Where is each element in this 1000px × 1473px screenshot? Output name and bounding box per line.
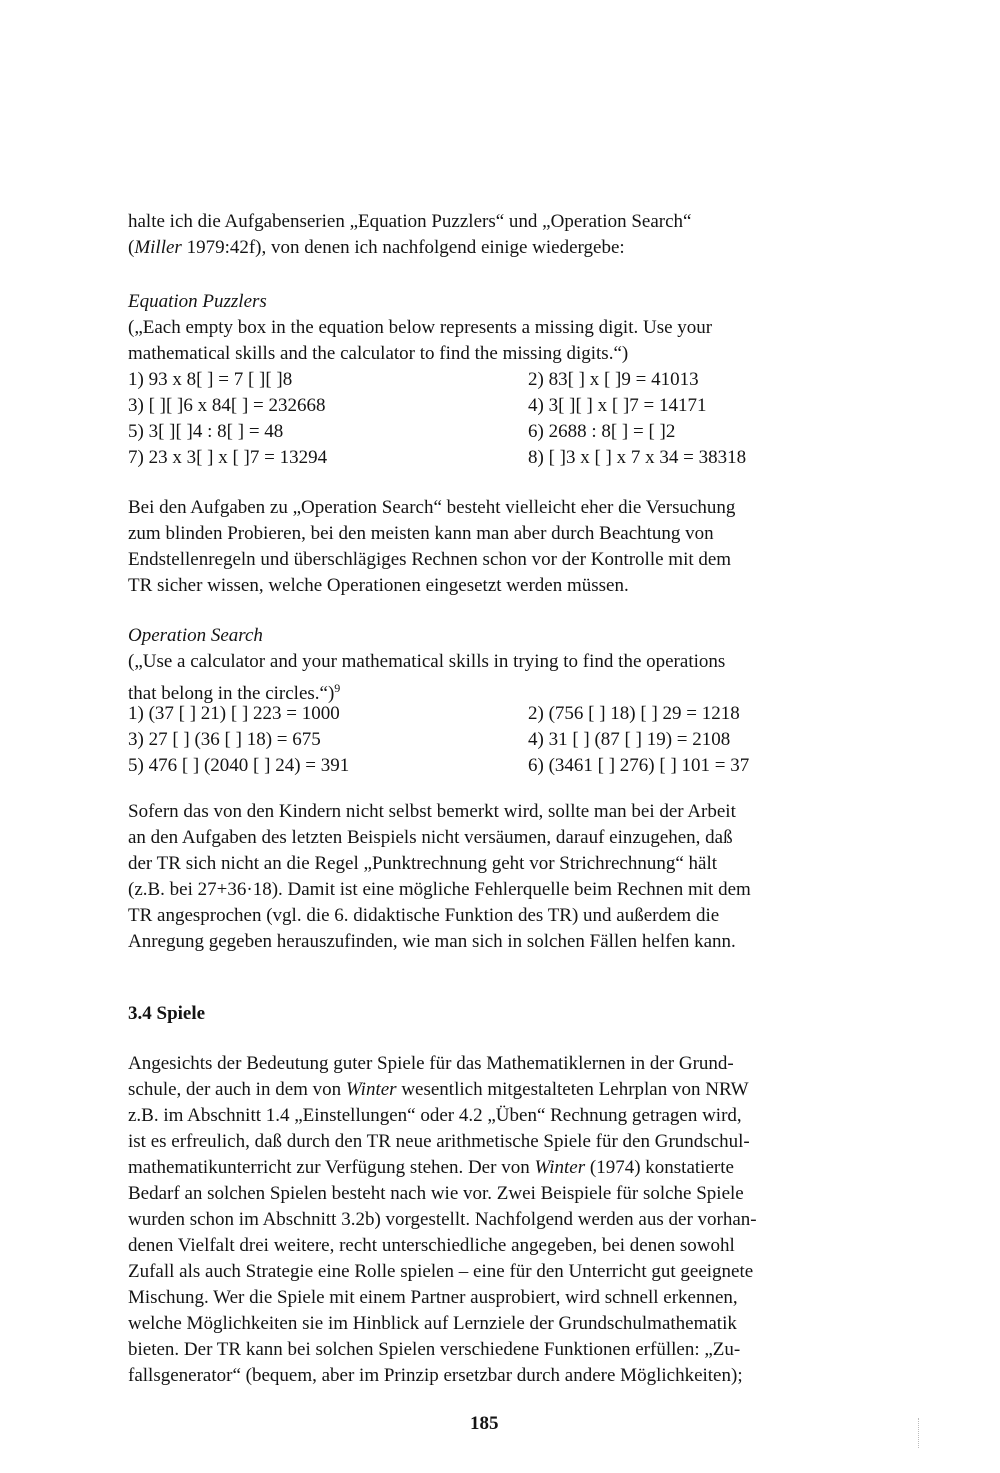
paragraph-4-line: Zufall als auch Strategie eine Rolle spielen – eine für den Unterricht gut geeignete xyxy=(128,1261,754,1282)
operation-item: 4) 31 [ ] (87 [ ] 19) = 2108 xyxy=(528,729,731,750)
paragraph-4-line: Mischung. Wer die Spiele mit einem Partner ausprobiert, wird schnell erkennen, xyxy=(128,1287,738,1308)
operation-row xyxy=(128,702,740,726)
scan-specks xyxy=(918,1418,921,1448)
paragraph-2-line: zum blinden Probieren, bei den meisten kann man aber durch Beachtung von xyxy=(128,523,714,544)
paragraph-4-line: Angesichts der Bedeutung guter Spiele für das Mathematiklernen in der Grund- xyxy=(128,1053,734,1074)
operation-search-desc-2: that belong in the circles.“)$^9$ xyxy=(128,681,341,704)
paragraph-4-line: welche Möglichkeiten sie im Hinblick auf Lernziele der Grundschulmathematik xyxy=(128,1313,737,1334)
operation-item: 1) (37 [ ] 21) [ ] 223 = 1000 xyxy=(128,703,340,724)
equation-item: 4) 3[ ][ ] x [ ]7 = 14171 xyxy=(528,395,707,416)
equation-item: 2) 83[ ] x [ ]9 = 41013 xyxy=(528,369,699,390)
operation-row xyxy=(128,728,731,752)
equation-item: 7) 23 x 3[ ] x [ ]7 = 13294 xyxy=(128,447,328,468)
paragraph-2-line: TR sicher wissen, welche Operationen eingesetzt werden müssen. xyxy=(128,575,629,596)
paragraph-4-line: denen Vielfalt drei weitere, recht unterschiedliche angegeben, bei denen sowohl xyxy=(128,1235,735,1256)
paragraph-4-line: Bedarf an solchen Spielen besteht nach wie vor. Zwei Beispiele für solche Spiele xyxy=(128,1183,744,1204)
paragraph-3-line: an den Aufgaben des letzten Beispiels nicht versäumen, darauf einzugehen, daß xyxy=(128,827,733,848)
footnote-mark: 9 xyxy=(334,681,341,695)
equation-puzzlers-desc-2: mathematical skills and the calculator to find the missing digits.“) xyxy=(128,343,629,364)
paragraph-3-line: der TR sich nicht an die Regel „Punktrechnung geht vor Strichrechnung“ hält xyxy=(128,853,718,874)
equation-row xyxy=(128,420,676,444)
paragraph-4-line: z.B. im Abschnitt 1.4 „Einstellungen“ oder 4.2 „Üben“ Rechnung getragen wird, xyxy=(128,1105,742,1126)
equation-row xyxy=(128,394,707,418)
paragraph-2-line: Bei den Aufgaben zu „Operation Search“ besteht vielleicht eher die Versuchung xyxy=(128,497,736,518)
paragraph-4-line: wurden schon im Abschnitt 3.2b) vorgestellt. Nachfolgend werden aus der vorhan- xyxy=(128,1209,757,1230)
operation-search-desc-1: („Use a calculator and your mathematical skills in trying to find the operations xyxy=(128,651,726,672)
paragraph-4-line: schule, der auch in dem von Winter wesentlich mitgestalteten Lehrplan von NRW xyxy=(128,1079,749,1100)
equation-row xyxy=(128,446,747,470)
operation-row xyxy=(128,754,750,778)
operation-search-title: Operation Search xyxy=(128,625,263,646)
equation-item: 3) [ ][ ]6 x 84[ ] = 232668 xyxy=(128,395,326,416)
paragraph-2-line: Endstellenregeln und überschlägiges Rechnen schon vor der Kontrolle mit dem xyxy=(128,549,732,570)
paragraph-3-line: (z.B. bei 27+36·18). Damit ist eine mögliche Fehlerquelle beim Rechnen mit dem xyxy=(128,879,751,900)
paragraph-4-line: bieten. Der TR kann bei solchen Spielen verschiedene Funktionen erfüllen: „Zu- xyxy=(128,1339,741,1360)
intro-line-1: halte ich die Aufgabenserien „Equation Puzzlers“ und „Operation Search“ xyxy=(128,211,692,232)
operation-item: 6) (3461 [ ] 276) [ ] 101 = 37 xyxy=(528,755,750,776)
equation-item: 1) 93 x 8[ ] = 7 [ ][ ]8 xyxy=(128,369,293,390)
page-number: 185 xyxy=(470,1413,499,1434)
operation-item: 2) (756 [ ] 18) [ ] 29 = 1218 xyxy=(528,703,740,724)
equation-puzzlers-title: Equation Puzzlers xyxy=(128,291,267,312)
operation-item: 5) 476 [ ] (2040 [ ] 24) = 391 xyxy=(128,755,350,776)
equation-row xyxy=(128,368,699,392)
equation-puzzlers-desc-1: („Each empty box in the equation below represents a missing digit. Use your xyxy=(128,317,713,338)
paragraph-3-line: TR angesprochen (vgl. die 6. didaktische Funktion des TR) und außerdem die xyxy=(128,905,720,926)
paragraph-4-line: ist es erfreulich, daß durch den TR neue arithmetische Spiele für den Grundschul- xyxy=(128,1131,750,1152)
equation-item: 6) 2688 : 8[ ] = [ ]2 xyxy=(528,421,676,442)
author-winter: Winter xyxy=(534,1157,586,1178)
section-heading: 3.4 Spiele xyxy=(128,1003,206,1024)
intro-line-2: (Miller 1979:42f), von denen ich nachfolgend einige wiedergebe: xyxy=(128,237,625,258)
paragraph-3-line: Sofern das von den Kindern nicht selbst bemerkt wird, sollte man bei der Arbeit xyxy=(128,801,736,822)
author-winter: Winter xyxy=(345,1079,397,1100)
author-miller: Miller xyxy=(134,237,182,258)
equation-item: 8) [ ]3 x [ ] x 7 x 34 = 38318 xyxy=(528,447,747,468)
paragraph-4-line: fallsgenerator“ (bequem, aber im Prinzip ersetzbar durch andere Möglichkeiten); xyxy=(128,1365,743,1386)
equation-item: 5) 3[ ][ ]4 : 8[ ] = 48 xyxy=(128,421,284,442)
paragraph-4-line: mathematikunterricht zur Verfügung stehen. Der von Winter (1974) konstatierte xyxy=(128,1157,734,1178)
operation-item: 3) 27 [ ] (36 [ ] 18) = 675 xyxy=(128,729,321,750)
paragraph-3-line: Anregung gegeben herauszufinden, wie man sich in solchen Fällen helfen kann. xyxy=(128,931,736,952)
